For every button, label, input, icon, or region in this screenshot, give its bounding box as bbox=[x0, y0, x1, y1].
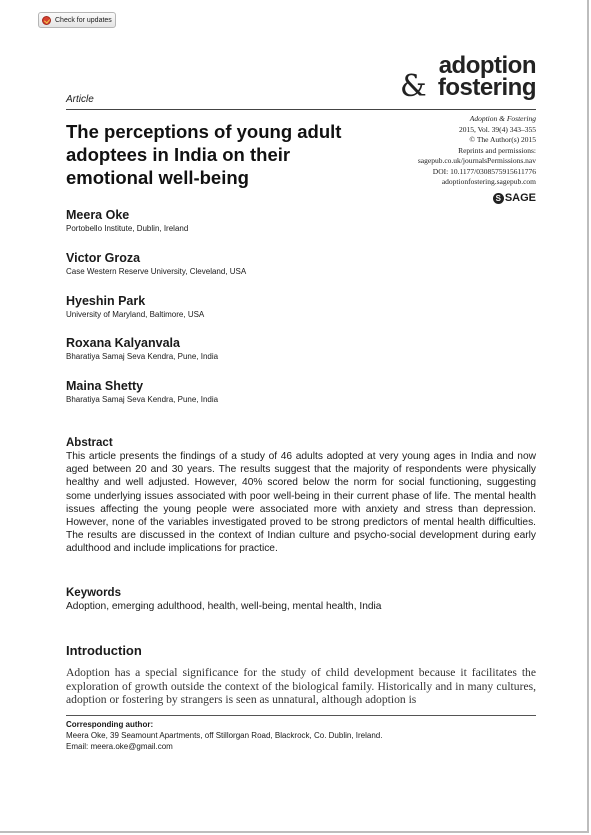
abstract-section bbox=[66, 436, 536, 556]
reprints-link[interactable]: sagepub.co.uk/journalsPermissions.nav bbox=[417, 156, 536, 165]
author-block bbox=[66, 208, 188, 234]
corresponding-email[interactable]: Email: meera.oke@gmail.com bbox=[66, 742, 173, 751]
author-affiliation: Bharatiya Samaj Seva Kendra, Pune, India bbox=[66, 352, 219, 361]
copyright: © The Author(s) 2015 bbox=[469, 135, 536, 144]
reprints-label: Reprints and permissions: bbox=[458, 145, 536, 155]
author-name: Roxana Kalyanvala bbox=[66, 336, 180, 350]
check-for-updates-label: Check for updates bbox=[55, 16, 112, 24]
keywords-text: Adoption, emerging adulthood, health, well-being, mental health, India bbox=[66, 601, 382, 612]
author-block bbox=[66, 251, 246, 277]
journal-meta bbox=[418, 114, 536, 188]
author-block bbox=[66, 294, 204, 320]
introduction-section bbox=[66, 643, 536, 707]
author-affiliation: Bharatiya Samaj Seva Kendra, Pune, India bbox=[66, 395, 219, 404]
article-title: The perceptions of young adult adoptees in India on their emotional well-being bbox=[66, 121, 342, 188]
author-name: Hyeshin Park bbox=[66, 294, 146, 308]
author-affiliation: Case Western Reserve University, Cleveland, USA bbox=[66, 267, 247, 276]
author-affiliation: University of Maryland, Baltimore, USA bbox=[66, 310, 205, 319]
doi[interactable]: DOI: 10.1177/0308575915611776 bbox=[432, 166, 536, 176]
keywords-section bbox=[66, 586, 536, 613]
article-type-label: Article bbox=[66, 94, 94, 105]
introduction-text: Adoption has a special significance for the study of child development because it facilitates the exploration of growth outside the context of the biological family. Historically and in many cultures, adoption or fostering by strangers is seen as unnatural, although adoption is bbox=[66, 666, 536, 706]
publisher-logo bbox=[493, 192, 536, 204]
abstract-heading: Abstract bbox=[66, 437, 113, 449]
author-name: Maina Shetty bbox=[66, 379, 144, 393]
abstract-text: This article presents the findings of a study of 46 adults adopted at very young ages in India and now aged between 20 and 30 years. The results suggest that the majority of respondents were physically healthy and well adjusted. However, 40% scored below the norm for social functioning, suggesting some underlying issues associated with poor well-being in their current phase of life. The mental health issues affecting the young people were associated more with anxiety and stress than depression. However, none of the variables investigated proved to be strong predictors of mental health difficulties. The results are discussed in the context of Indian culture and psycho-social development during early adulthood and include implications for practice. bbox=[66, 451, 536, 555]
author-block bbox=[66, 379, 218, 405]
header-divider bbox=[66, 109, 536, 110]
author-name: Meera Oke bbox=[66, 208, 130, 222]
logo-ampersand: & bbox=[400, 69, 427, 104]
corresponding-heading: Corresponding author: bbox=[66, 720, 154, 729]
author-name: Victor Groza bbox=[66, 251, 141, 265]
journal-name: Adoption & Fostering bbox=[469, 114, 536, 123]
logo-word-fostering: fostering bbox=[437, 74, 536, 101]
check-badge-icon bbox=[42, 16, 51, 25]
journal-logo bbox=[398, 54, 538, 104]
corresponding-address: Meera Oke, 39 Seamount Apartments, off Stillorgan Road, Blackrock, Co. Dublin, Ireland. bbox=[66, 731, 383, 740]
introduction-heading: Introduction bbox=[66, 643, 142, 658]
footnote-divider bbox=[66, 715, 536, 716]
corresponding-author bbox=[66, 719, 536, 752]
logo-word-adoption: adoption bbox=[438, 52, 536, 79]
journal-site-link[interactable]: adoptionfostering.sagepub.com bbox=[441, 177, 536, 186]
keywords-heading: Keywords bbox=[66, 587, 121, 599]
volume-info: 2015, Vol. 39(4) 343–355 bbox=[458, 124, 536, 134]
publisher-name: SAGE bbox=[504, 192, 536, 204]
sage-icon: S bbox=[493, 193, 504, 204]
author-affiliation: Portobello Institute, Dublin, Ireland bbox=[66, 224, 189, 233]
check-for-updates-button[interactable] bbox=[38, 12, 116, 28]
author-block bbox=[66, 336, 218, 362]
